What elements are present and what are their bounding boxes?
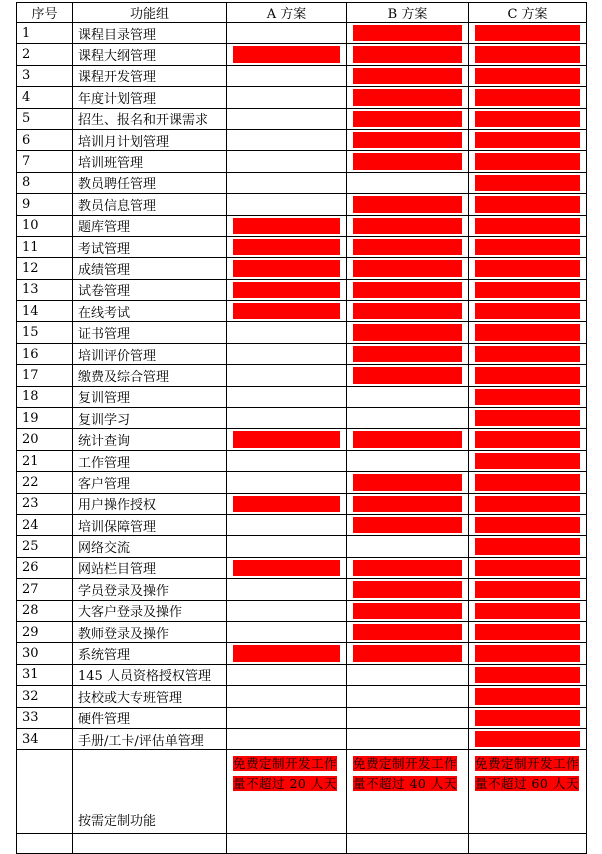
row-number: 1 [17,23,73,44]
row-number: 7 [17,151,73,172]
plan-a-cell [227,686,347,707]
row-number: 28 [17,600,73,621]
row-number: 10 [17,215,73,236]
feature-name: 课程目录管理 [73,23,227,44]
plan-b-included-marker [353,517,462,533]
plan-b-cell [347,215,469,236]
plan-c-cell [469,172,587,193]
plan-b-cell [347,258,469,279]
plan-c-cell [469,87,587,108]
plan-b-included-marker [353,153,462,169]
table-row [17,343,587,364]
table-row [17,44,587,65]
plan-b-included-marker [353,89,462,105]
row-number: 29 [17,621,73,642]
feature-name: 题库管理 [73,215,227,236]
plan-c-cell [469,686,587,707]
table-row [17,129,587,150]
feature-name: 培训评价管理 [73,343,227,364]
feature-name: 大客户登录及操作 [73,600,227,621]
plan-c-cell [469,664,587,685]
table-row [17,557,587,578]
row-number: 17 [17,365,73,386]
custom-plan-b-text: 免费定制开发工作量不超过 40 人天 [353,756,458,792]
table-row [17,151,587,172]
feature-name: 课程开发管理 [73,65,227,86]
custom-plan-c [469,750,587,834]
plan-a-cell [227,621,347,642]
plan-c-cell [469,621,587,642]
plan-c-cell [469,236,587,257]
plan-a-cell [227,514,347,535]
custom-plan-a [227,750,347,834]
plan-c-included-marker [475,175,580,191]
header-func: 功能组 [73,3,227,23]
plan-b-cell [347,536,469,557]
plan-b-cell [347,621,469,642]
plan-c-included-marker [475,68,580,84]
plan-b-cell [347,472,469,493]
table-row [17,686,587,707]
plan-b-cell [347,664,469,685]
plan-a-cell [227,194,347,215]
row-number: 21 [17,450,73,471]
plan-c-included-marker [475,239,580,255]
plan-c-included-marker [475,453,580,469]
row-number: 12 [17,258,73,279]
table-row [17,65,587,86]
empty-cell [469,834,587,854]
plan-b-cell [347,129,469,150]
plan-b-included-marker [353,560,462,576]
plan-a-cell [227,258,347,279]
plan-a-included-marker [233,496,340,512]
plan-c-cell [469,386,587,407]
row-number: 23 [17,493,73,514]
feature-name: 成绩管理 [73,258,227,279]
table-row [17,23,587,44]
feature-name: 招生、报名和开课需求 [73,108,227,129]
table-row [17,450,587,471]
plan-b-cell [347,707,469,728]
custom-plan-b [347,750,469,834]
row-number: 11 [17,236,73,257]
plan-b-included-marker [353,25,462,41]
header-plan-a: A 方案 [227,3,347,23]
feature-name: 课程大纲管理 [73,44,227,65]
feature-name: 145 人员资格授权管理 [73,664,227,685]
plan-c-cell [469,643,587,664]
plan-b-cell [347,65,469,86]
plan-c-included-marker [475,496,580,512]
plan-a-cell [227,172,347,193]
plan-c-cell [469,514,587,535]
table-row [17,386,587,407]
plan-a-included-marker [233,46,340,62]
empty-cell [73,834,227,854]
plan-b-included-marker [353,303,462,319]
plan-a-cell [227,322,347,343]
plan-b-included-marker [353,239,462,255]
table-row [17,493,587,514]
table-row [17,301,587,322]
table-row [17,194,587,215]
plan-a-cell [227,129,347,150]
feature-name: 统计查询 [73,429,227,450]
feature-name: 在线考试 [73,301,227,322]
row-number: 22 [17,472,73,493]
plan-b-included-marker [353,474,462,490]
feature-name: 系统管理 [73,643,227,664]
plan-b-included-marker [353,282,462,298]
plan-b-cell [347,643,469,664]
plan-c-included-marker [475,474,580,490]
plan-b-cell [347,322,469,343]
plan-c-included-marker [475,324,580,340]
row-number: 15 [17,322,73,343]
custom-num [17,750,73,834]
plan-b-cell [347,108,469,129]
row-number: 31 [17,664,73,685]
header-plan-b: B 方案 [347,3,469,23]
plan-a-cell [227,236,347,257]
feature-name: 考试管理 [73,236,227,257]
row-number: 2 [17,44,73,65]
plan-c-cell [469,579,587,600]
plan-c-included-marker [475,645,580,661]
feature-name: 年度计划管理 [73,87,227,108]
plan-c-cell [469,450,587,471]
plan-c-included-marker [475,731,580,747]
table-row [17,643,587,664]
feature-name: 复训学习 [73,408,227,429]
table-row [17,87,587,108]
plan-b-included-marker [353,367,462,383]
plan-b-cell [347,386,469,407]
plan-c-cell [469,129,587,150]
plan-b-included-marker [353,260,462,276]
table-row [17,536,587,557]
plan-b-included-marker [353,624,462,640]
empty-cell [17,834,73,854]
row-number: 6 [17,129,73,150]
plan-c-included-marker [475,89,580,105]
plan-b-cell [347,151,469,172]
plan-c-cell [469,44,587,65]
plan-a-cell [227,707,347,728]
custom-plan-c-text: 免费定制开发工作量不超过 60 人天 [475,756,580,792]
row-number: 26 [17,557,73,578]
row-number: 14 [17,301,73,322]
plan-c-included-marker [475,603,580,619]
plan-c-included-marker [475,282,580,298]
empty-cell [347,834,469,854]
plan-c-included-marker [475,538,580,554]
plan-b-cell [347,514,469,535]
plan-a-included-marker [233,645,340,661]
plan-c-included-marker [475,218,580,234]
feature-name: 学员登录及操作 [73,579,227,600]
plan-c-included-marker [475,346,580,362]
plan-b-included-marker [353,496,462,512]
plan-c-included-marker [475,196,580,212]
plan-a-cell [227,472,347,493]
custom-label: 按需定制功能 [73,750,227,834]
feature-name: 技校或大专班管理 [73,686,227,707]
row-number: 13 [17,279,73,300]
plan-b-included-marker [353,581,462,597]
row-number: 5 [17,108,73,129]
plan-c-cell [469,215,587,236]
plan-a-included-marker [233,282,340,298]
plan-a-included-marker [233,560,340,576]
row-number: 8 [17,172,73,193]
plan-b-cell [347,600,469,621]
table-body [17,23,587,854]
plan-b-cell [347,236,469,257]
plan-c-cell [469,108,587,129]
plan-b-cell [347,194,469,215]
plan-a-included-marker [233,239,340,255]
plan-a-cell [227,429,347,450]
table-row [17,600,587,621]
plan-a-included-marker [233,260,340,276]
feature-name: 手册/工卡/评估单管理 [73,728,227,749]
plan-c-included-marker [475,303,580,319]
plan-a-cell [227,386,347,407]
custom-row [17,750,587,834]
header-row [17,3,587,23]
plan-a-cell [227,215,347,236]
plan-b-cell [347,557,469,578]
plan-c-cell [469,279,587,300]
plan-c-cell [469,322,587,343]
feature-name: 教师登录及操作 [73,621,227,642]
plan-c-included-marker [475,132,580,148]
plan-c-cell [469,365,587,386]
plan-b-cell [347,87,469,108]
plan-c-included-marker [475,560,580,576]
table-row [17,236,587,257]
plan-c-cell [469,600,587,621]
plan-a-cell [227,493,347,514]
plan-a-cell [227,343,347,364]
plan-c-cell [469,493,587,514]
plan-a-cell [227,450,347,471]
feature-name: 缴费及综合管理 [73,365,227,386]
feature-name: 硬件管理 [73,707,227,728]
feature-name: 培训保障管理 [73,514,227,535]
plan-b-included-marker [353,603,462,619]
row-number: 32 [17,686,73,707]
plan-c-included-marker [475,25,580,41]
table-row [17,707,587,728]
plan-a-cell [227,664,347,685]
plan-c-cell [469,707,587,728]
plan-a-cell [227,44,347,65]
feature-name: 教员信息管理 [73,194,227,215]
custom-plan-a-text: 免费定制开发工作量不超过 20 人天 [233,756,338,792]
plan-a-cell [227,87,347,108]
plan-b-cell [347,429,469,450]
plan-b-included-marker [353,645,462,661]
plan-a-included-marker [233,303,340,319]
plan-a-cell [227,301,347,322]
plan-c-included-marker [475,624,580,640]
plan-c-cell [469,408,587,429]
table-row [17,108,587,129]
table-row [17,258,587,279]
plan-b-included-marker [353,46,462,62]
plan-c-included-marker [475,153,580,169]
plan-a-cell [227,643,347,664]
plan-c-cell [469,557,587,578]
feature-name: 证书管理 [73,322,227,343]
feature-name: 工作管理 [73,450,227,471]
plan-a-cell [227,579,347,600]
plan-c-cell [469,258,587,279]
plan-a-cell [227,557,347,578]
plan-c-included-marker [475,710,580,726]
plan-c-cell [469,194,587,215]
plan-b-included-marker [353,132,462,148]
plan-c-cell [469,536,587,557]
plan-b-cell [347,493,469,514]
plan-c-included-marker [475,581,580,597]
plan-c-cell [469,151,587,172]
plan-a-cell [227,279,347,300]
plan-a-cell [227,365,347,386]
plan-c-included-marker [475,688,580,704]
plan-c-cell [469,23,587,44]
plan-c-included-marker [475,389,580,405]
plan-b-cell [347,23,469,44]
plan-b-cell [347,408,469,429]
feature-name: 网站栏目管理 [73,557,227,578]
plan-b-included-marker [353,68,462,84]
header-plan-c: C 方案 [469,3,587,23]
plan-c-included-marker [475,517,580,533]
row-number: 27 [17,579,73,600]
plan-c-cell [469,472,587,493]
plan-b-included-marker [353,431,462,447]
plan-c-included-marker [475,667,580,683]
row-number: 30 [17,643,73,664]
plan-b-included-marker [353,324,462,340]
header-num: 序号 [17,3,73,23]
table-row [17,514,587,535]
plan-c-cell [469,429,587,450]
table-row [17,215,587,236]
plan-c-included-marker [475,260,580,276]
table-row [17,322,587,343]
row-number: 9 [17,194,73,215]
empty-cell [227,834,347,854]
table-row [17,279,587,300]
plan-c-included-marker [475,46,580,62]
plan-b-cell [347,44,469,65]
feature-name: 试卷管理 [73,279,227,300]
table-row [17,579,587,600]
plan-a-cell [227,728,347,749]
plan-c-included-marker [475,431,580,447]
plan-a-cell [227,151,347,172]
row-number: 24 [17,514,73,535]
plan-a-cell [227,23,347,44]
row-number: 4 [17,87,73,108]
row-number: 18 [17,386,73,407]
plan-b-cell [347,343,469,364]
plan-a-cell [227,65,347,86]
plan-b-cell [347,686,469,707]
feature-comparison-table [16,2,586,854]
plan-a-cell [227,108,347,129]
table-row [17,429,587,450]
plan-b-cell [347,279,469,300]
row-number: 20 [17,429,73,450]
plan-a-included-marker [233,218,340,234]
plan-c-included-marker [475,367,580,383]
feature-name: 教员聘任管理 [73,172,227,193]
table-row [17,365,587,386]
plan-b-cell [347,301,469,322]
plan-b-included-marker [353,111,462,127]
plan-c-cell [469,343,587,364]
plan-b-cell [347,365,469,386]
table-row [17,472,587,493]
plan-c-cell [469,728,587,749]
plan-b-cell [347,450,469,471]
plan-c-included-marker [475,410,580,426]
plan-a-cell [227,600,347,621]
row-number: 33 [17,707,73,728]
row-number: 19 [17,408,73,429]
table-row [17,172,587,193]
feature-name: 客户管理 [73,472,227,493]
feature-name: 网络交流 [73,536,227,557]
plan-b-included-marker [353,196,462,212]
plan-b-cell [347,172,469,193]
plan-a-cell [227,536,347,557]
plan-a-cell [227,408,347,429]
plan-a-included-marker [233,431,340,447]
feature-name: 培训班管理 [73,151,227,172]
row-number: 3 [17,65,73,86]
plan-b-included-marker [353,346,462,362]
feature-name: 用户操作授权 [73,493,227,514]
plan-b-cell [347,579,469,600]
row-number: 25 [17,536,73,557]
plan-b-cell [347,728,469,749]
empty-row [17,834,587,854]
plan-c-included-marker [475,111,580,127]
table-row [17,664,587,685]
plan-b-included-marker [353,218,462,234]
table-row [17,621,587,642]
row-number: 16 [17,343,73,364]
feature-name: 复训管理 [73,386,227,407]
plan-c-cell [469,65,587,86]
row-number: 34 [17,728,73,749]
table-row [17,408,587,429]
table-row [17,728,587,749]
feature-name: 培训月计划管理 [73,129,227,150]
plan-c-cell [469,301,587,322]
